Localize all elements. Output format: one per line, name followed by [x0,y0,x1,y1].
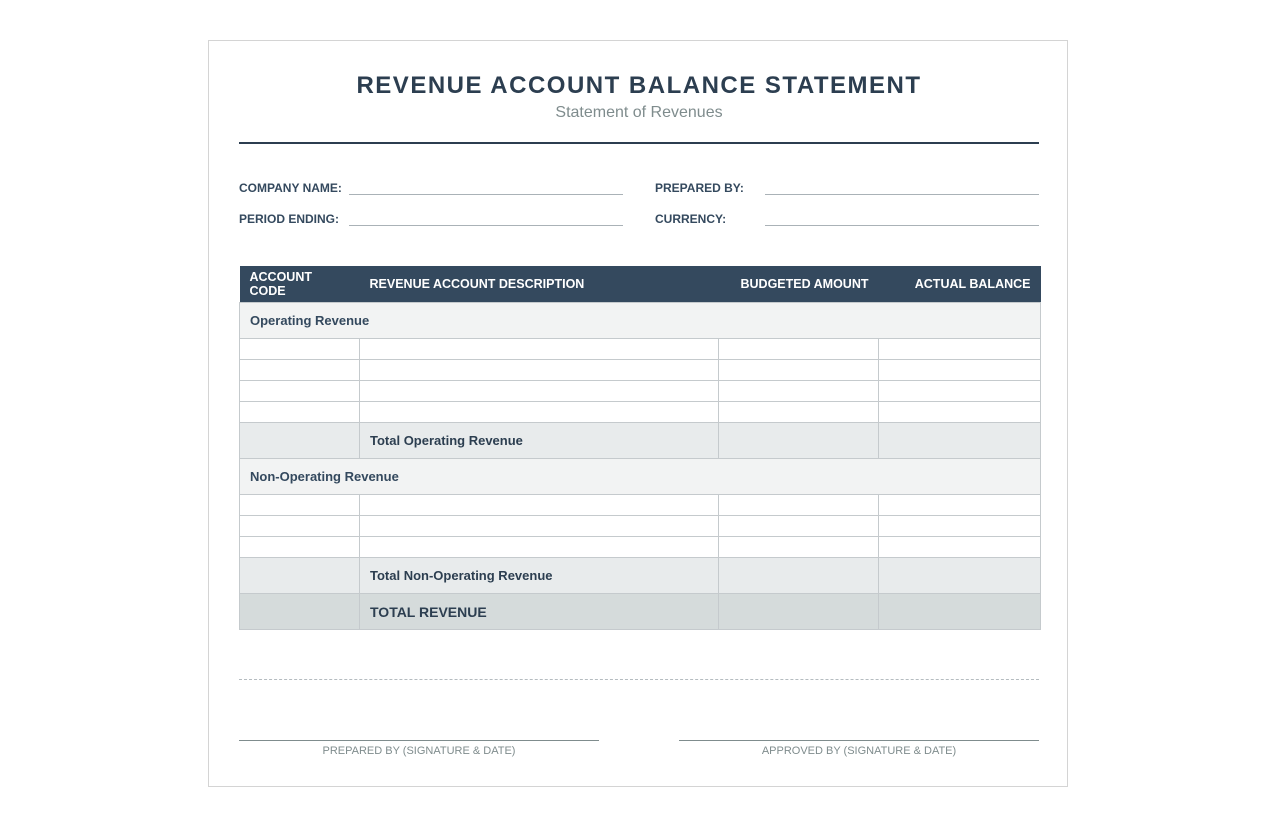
actual-cell[interactable] [879,360,1041,381]
header-actual-balance: ACTUAL BALANCE [879,266,1041,303]
document-title: REVENUE ACCOUNT BALANCE STATEMENT [356,72,922,99]
description-cell[interactable] [360,495,719,516]
subtotal-code-cell [240,558,360,594]
subtotal-code-cell [240,423,360,459]
document-subtitle: Statement of Revenues [555,104,723,121]
account-code-cell[interactable] [240,516,360,537]
prepared-by-input-line[interactable] [765,194,1039,195]
budgeted-cell[interactable] [719,339,879,360]
header-budgeted-amount: BUDGETED AMOUNT [719,266,879,303]
approved-signature-block [679,740,1039,757]
section-title: Operating Revenue [240,303,1041,339]
period-ending-label: PERIOD ENDING: [239,212,340,226]
subtotal-label: Total Non-Operating Revenue [360,558,719,594]
currency-label: CURRENCY: [655,212,727,226]
account-code-cell[interactable] [240,360,360,381]
section-row-operating [240,303,1041,339]
grand-total-actual-cell[interactable] [879,594,1041,630]
subtotal-budgeted-cell[interactable] [719,423,879,459]
budgeted-cell[interactable] [719,495,879,516]
approved-signature-label: APPROVED BY (SIGNATURE & DATE) [761,745,957,757]
actual-cell[interactable] [879,381,1041,402]
description-cell[interactable] [360,339,719,360]
subtotal-row-operating [240,423,1041,459]
grand-total-budgeted-cell[interactable] [719,594,879,630]
section-title: Non-Operating Revenue [240,459,1041,495]
prepared-by-field [655,181,1040,201]
period-ending-input-line[interactable] [349,225,623,226]
statement-sheet [208,40,1068,787]
table-row [240,381,1041,402]
section-row-non-operating [240,459,1041,495]
table-row [240,495,1041,516]
description-cell[interactable] [360,537,719,558]
company-name-field [239,181,624,201]
budgeted-cell[interactable] [719,381,879,402]
prepared-by-label: PREPARED BY: [655,181,744,195]
company-name-label: COMPANY NAME: [239,181,342,195]
account-code-cell[interactable] [240,402,360,423]
grand-total-label: TOTAL REVENUE [360,594,719,630]
company-name-input-line[interactable] [349,194,623,195]
actual-cell[interactable] [879,516,1041,537]
table-row [240,360,1041,381]
grand-total-code-cell [240,594,360,630]
approved-signature-line[interactable] [679,740,1039,741]
currency-field [655,212,1040,232]
budgeted-cell[interactable] [719,537,879,558]
subtotal-row-non-operating [240,558,1041,594]
budgeted-cell[interactable] [719,360,879,381]
title-divider [239,142,1039,144]
table-row [240,339,1041,360]
header-account-code: ACCOUNT CODE [240,266,360,303]
description-cell[interactable] [360,402,719,423]
description-cell[interactable] [360,516,719,537]
description-cell[interactable] [360,381,719,402]
account-code-cell[interactable] [240,381,360,402]
period-ending-field [239,212,624,232]
grand-total-row [240,594,1041,630]
currency-input-line[interactable] [765,225,1039,226]
subtotal-budgeted-cell[interactable] [719,558,879,594]
account-code-cell[interactable] [240,339,360,360]
revenue-table [239,266,1041,630]
description-cell[interactable] [360,360,719,381]
actual-cell[interactable] [879,537,1041,558]
actual-cell[interactable] [879,495,1041,516]
table-row [240,402,1041,423]
prepared-signature-block [239,740,599,757]
header-description: REVENUE ACCOUNT DESCRIPTION [360,266,719,303]
dashed-separator [239,679,1039,680]
account-code-cell[interactable] [240,537,360,558]
prepared-signature-label: PREPARED BY (SIGNATURE & DATE) [322,745,516,757]
prepared-signature-line[interactable] [239,740,599,741]
budgeted-cell[interactable] [719,402,879,423]
subtotal-actual-cell[interactable] [879,423,1041,459]
actual-cell[interactable] [879,339,1041,360]
subtotal-label: Total Operating Revenue [360,423,719,459]
table-row [240,516,1041,537]
subtotal-actual-cell[interactable] [879,558,1041,594]
table-header-row [240,266,1041,303]
actual-cell[interactable] [879,402,1041,423]
table-row [240,537,1041,558]
account-code-cell[interactable] [240,495,360,516]
budgeted-cell[interactable] [719,516,879,537]
